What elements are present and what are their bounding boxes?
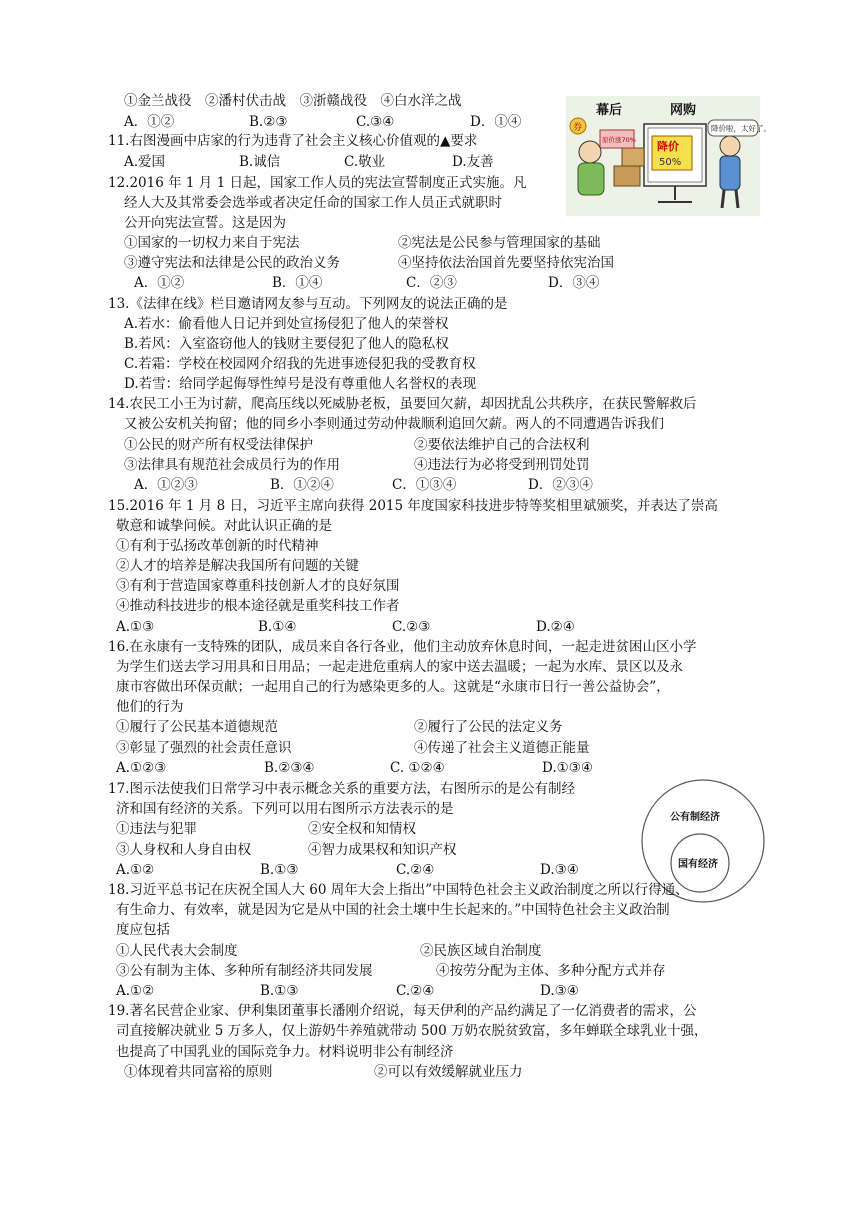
cartoon-tag: 券 [573, 123, 583, 133]
q17-line-2: 济和国有经济的关系。下列可以用右图所示方法表示的是 [116, 801, 454, 817]
q11-option-c: C.敬业 [344, 154, 386, 170]
cartoon-sign-text: 降价 [657, 140, 679, 153]
q16-item-3: ③彰显了强烈的社会责任意识 [116, 740, 292, 756]
venn-inner-label: 国有经济 [678, 859, 718, 870]
q11-stem-pre: 11.右图漫画中店家的行为违背了社会主义核心价值观的 [108, 133, 440, 149]
q11-option-d: D.友善 [452, 154, 494, 170]
q12-item-1: ①国家的一切权力来自于宪法 [124, 235, 300, 251]
q15-item-2: ②人才的培养是解决我国所有问题的关键 [116, 558, 359, 574]
q17-item-2: ②安全权和知情权 [308, 821, 416, 837]
q16-line-4: 他们的行为 [116, 699, 184, 715]
q12-line-1: 12.2016 年 1 月 1 日起，国家工作人员的宪法宣誓制度正式实施。凡 [108, 175, 527, 191]
q18-item-4: ④按劳分配为主体、多种分配方式并存 [436, 963, 666, 979]
q17-item-3: ③人身权和人身自由权 [116, 842, 251, 858]
q18-item-3: ③公有制为主体、多种所有制经济共同发展 [116, 963, 373, 979]
q11-stem-post: 要求 [450, 133, 478, 149]
q14-item-3: ③法律具有规范社会成员行为的作用 [124, 457, 340, 473]
q11-option-a: A.爱国 [124, 154, 166, 170]
q16-line-2: 为学生们送去学习用具和日用品；一起走进危重病人的家中送去温暖；一起为水库、景区以及永 [116, 659, 683, 675]
q12-option-b: B．①④ [272, 275, 323, 291]
q18-line-1: 18.习近平总书记在庆祝全国人大 60 周年大会上指出”中国特色社会主义政治制度之所以行得通、 [108, 882, 689, 898]
q10-option-a: A．①② [124, 114, 175, 130]
q14-line-2: 又被公安机关拘留；他的同乡小李则通过劳动仲裁顺利追回欠薪。两人的不同遭遇告诉我们 [124, 416, 664, 432]
q16-line-1: 16.在永康有一支特殊的团队，成员来自各行各业，他们主动放弃休息时间，一起走进贫困山区小学 [108, 639, 697, 655]
q17-option-b: B.①③ [260, 862, 299, 878]
q16-item-4: ④传递了社会主义道德正能量 [414, 740, 590, 756]
cartoon-title-right: 网购 [670, 103, 697, 118]
q14-line-1: 14.农民工小王为讨薪，爬高压线以死威胁老板，虽要回欠薪，却因扰乱公共秩序，在获民警解救后 [108, 396, 697, 412]
q13-option-b: B.若风：入室盗窃他人的钱财主要侵犯了他人的隐私权 [124, 336, 449, 352]
q16-option-c: C. ①②④ [390, 760, 445, 776]
q15-option-c: C.②③ [392, 619, 431, 635]
q14-option-d: D．②③④ [528, 477, 593, 493]
cartoon-image [566, 96, 771, 216]
q12-item-4: ④坚持依法治国首先要坚持依宪治国 [398, 255, 614, 271]
q16-option-b: B.②③④ [264, 760, 315, 776]
q17-option-d: D.③④ [540, 862, 579, 878]
cartoon-box-label: 原价涨70% [602, 136, 636, 144]
cartoon-title-left: 幕后 [596, 103, 623, 118]
q15-item-3: ③有利于营造国家尊重科技创新人才的良好氛围 [116, 578, 400, 594]
q12-option-d: D．③④ [548, 275, 600, 291]
venn-outer-label: 公有制经济 [670, 812, 720, 823]
q12-item-3: ③遵守宪法和法律是公民的政治义务 [124, 255, 340, 271]
q14-item-4: ④违法行为必将受到刑罚处罚 [414, 457, 590, 473]
q17-option-a: A.①② [116, 862, 155, 878]
q15-option-a: A.①③ [116, 619, 155, 635]
q11-blank: ▲ [439, 133, 451, 149]
q13-option-d: D.若雪：给同学起侮辱性绰号是没有尊重他人名誉权的表现 [124, 376, 477, 392]
q16-item-2: ②履行了公民的法定义务 [414, 719, 563, 735]
q17-option-c: C.②④ [396, 862, 435, 878]
q19-line-2: 司直接解决就业 5 万多人，仅上游奶牛养殖就带动 500 万奶农脱贫致富，多年蝉联全球乳业十强， [116, 1023, 708, 1039]
q14-item-1: ①公民的财产所有权受法律保护 [124, 437, 313, 453]
q19-line-3: 也提高了中国乳业的国际竞争力。材料说明非公有制经济 [116, 1044, 454, 1060]
q13-line-1: 13.《法律在线》栏目邀请网友参与互动。下列网友的说法正确的是 [108, 296, 508, 312]
q12-item-2: ②宪法是公民参与管理国家的基础 [398, 235, 601, 251]
q12-option-a: A．①② [134, 275, 185, 291]
q16-item-1: ①履行了公民基本道德规范 [116, 719, 278, 735]
q14-item-2: ②要依法维护自己的合法权利 [414, 437, 590, 453]
q17-item-4: ④智力成果权和知识产权 [308, 842, 457, 858]
cartoon-percent: 50% [659, 157, 682, 168]
q16-option-d: D.①③④ [542, 760, 593, 776]
q15-option-b: B.①④ [258, 619, 297, 635]
q14-option-c: C．①③④ [392, 477, 457, 493]
q13-option-a: A.若水：偷看他人日记并到处宣扬侵犯了他人的荣誉权 [124, 316, 449, 332]
q14-option-a: A．①②③ [134, 477, 198, 493]
q13-option-c: C.若霜：学校在校园网介绍我的先进事迹侵犯我的受教育权 [124, 356, 476, 372]
q10-option-d: D．①④ [470, 114, 522, 130]
q12-option-c: C．②③ [406, 275, 457, 291]
q19-item-2: ②可以有效缓解就业压力 [374, 1064, 523, 1080]
q18-option-d: D.③④ [540, 983, 579, 999]
q15-option-d: D.②④ [536, 619, 575, 635]
q12-line-3: 公开向宪法宣誓。这是因为 [124, 215, 286, 231]
q18-option-c: C.②④ [396, 983, 435, 999]
q10-option-b: B.②③ [249, 114, 288, 130]
q10-option-c: C.③④ [356, 114, 395, 130]
cartoon-speech: 降价啦，太好了。 [711, 124, 771, 133]
q18-item-2: ②民族区域自治制度 [420, 943, 542, 959]
q15-item-1: ①有利于弘扬改革创新的时代精神 [116, 538, 319, 554]
q16-line-3: 康市容做出环保贡献；一起用自己的行为感染更多的人。这就是“永康市日行一善公益协会”， [116, 679, 670, 695]
q19-line-1: 19.著名民营企业家、伊利集团董事长潘刚介绍说，每天伊利的产品约满足了一亿消费者的需求，公 [108, 1003, 697, 1019]
q15-line-1: 15.2016 年 1 月 8 日，习近平主席向获得 2015 年度国家科技进步特等奖相里斌颁奖，并表达了崇高 [108, 498, 718, 514]
q12-line-2: 经人大及其常委会选举或者决定任命的国家工作人员正式就职时 [124, 195, 502, 211]
q14-option-b: B．①②④ [270, 477, 334, 493]
q15-item-4: ④推动科技进步的根本途径就是重奖科技工作者 [116, 598, 400, 614]
q18-option-b: B.①③ [260, 983, 299, 999]
q18-option-a: A.①② [116, 983, 155, 999]
q16-option-a: A.①②③ [116, 760, 167, 776]
q18-line-2: 有生命力、有效率，就是因为它是从中国的社会土壤中生长起来的。”中国特色社会主义政治制 [116, 902, 670, 918]
q15-line-2: 敬意和诚挚问候。对此认识正确的是 [116, 518, 332, 534]
q10-items: ①金兰战役 ②潘村伏击战 ③浙赣战役 ④白水洋之战 [124, 93, 462, 109]
q11-stem [108, 132, 477, 151]
q17-item-1: ①违法与犯罪 [116, 821, 197, 837]
q18-line-3: 度应包括 [116, 922, 170, 938]
q18-item-1: ①人民代表大会制度 [116, 943, 238, 959]
cartoon-illustration [566, 96, 771, 216]
q11-option-b: B.诚信 [239, 154, 281, 170]
q19-item-1: ①体现着共同富裕的原则 [124, 1064, 273, 1080]
q17-line-1: 17.图示法使我们日常学习中表示概念关系的重要方法，右图所示的是公有制经 [108, 781, 575, 797]
